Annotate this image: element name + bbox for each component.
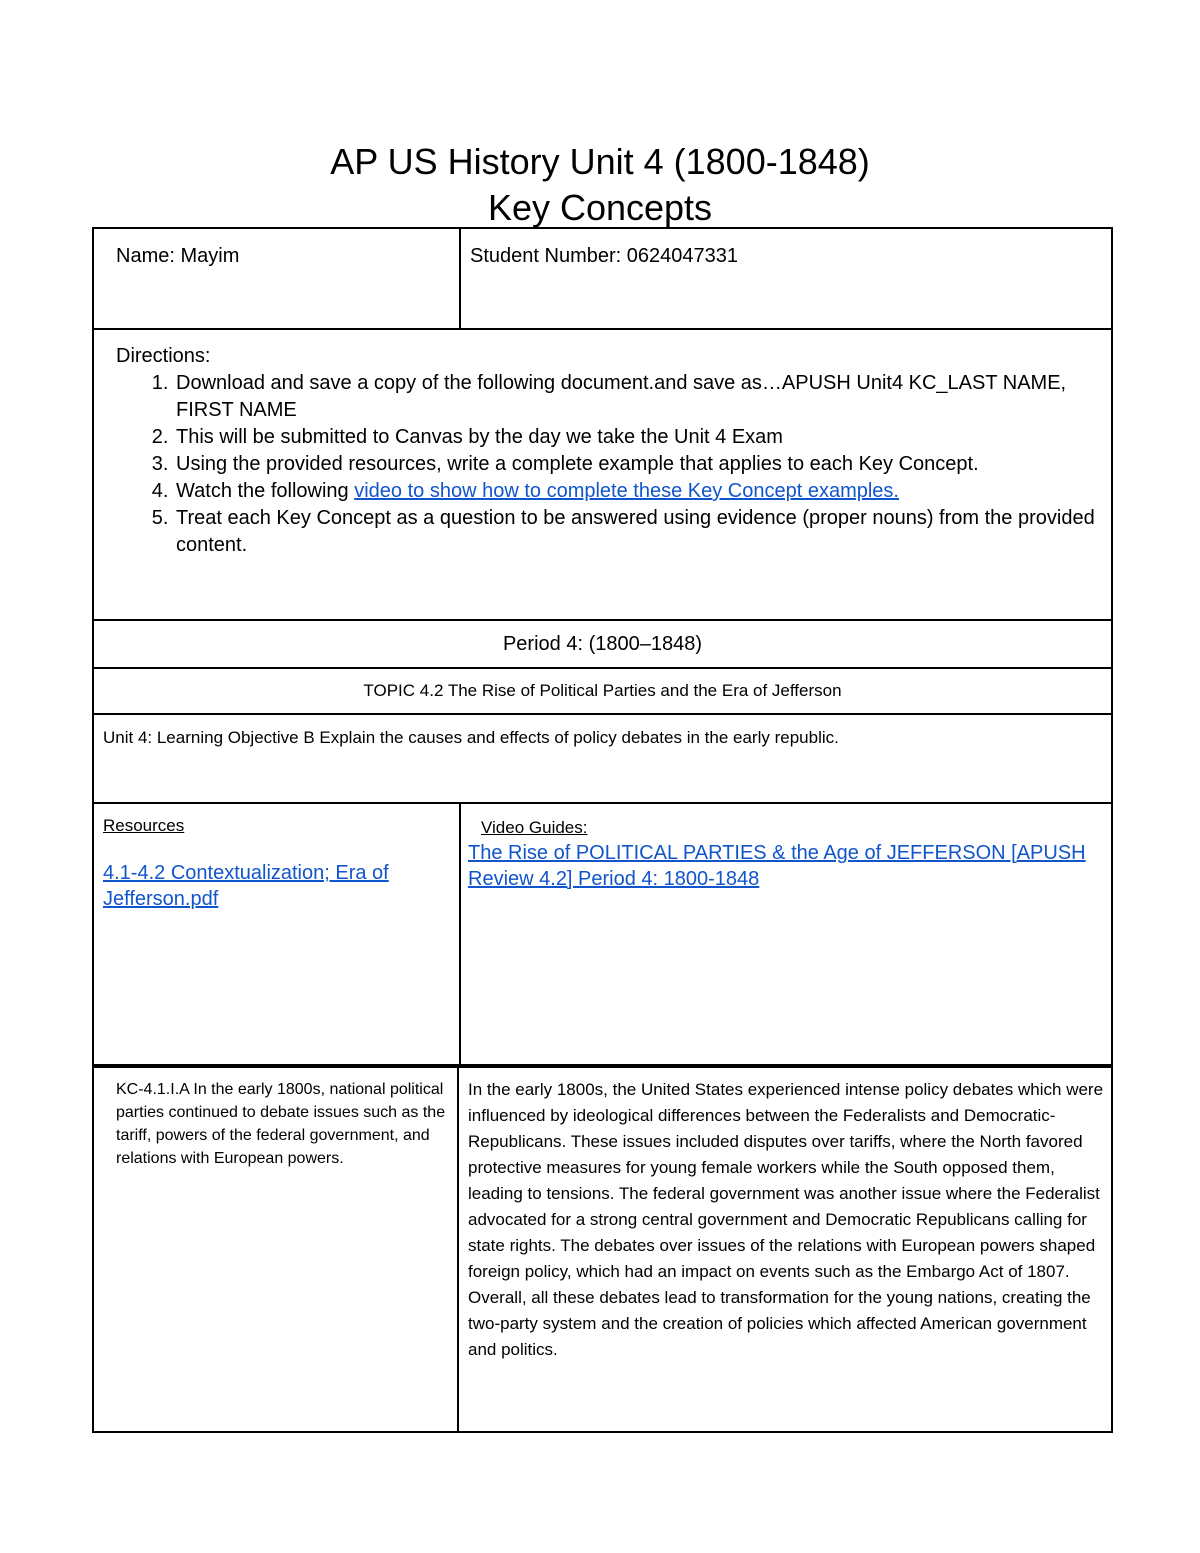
- resources-heading: Resources: [103, 816, 185, 835]
- direction-item: 4. Watch the following video to show how to complete these Key Concept examples.: [174, 478, 1111, 505]
- key-concept-cell: [93, 1065, 458, 1432]
- key-concept-table: [92, 1064, 1113, 1433]
- direction-item: 3. Using the provided resources, write a complete example that applies to each Key Concept.: [174, 451, 1111, 478]
- key-concept-answer: In the early 1800s, the United States experienced intense policy debates which were influenced by ideological differences between the Federalists and Democratic-Republicans. These issues included disputes over tariffs, where the North favored protective measures for young female workers while the South opposed them, leading to tensions. The federal government was another issue where the Federalist advocated for a strong central government and Democratic Republicans calling for state rights. The debates over issues of the relations with European powers shaped foreign policy, which had an impact on events such as the Embargo Act of 1807. Overall, all these debates lead to transformation for the young nations, creating the two-party system and the creation of policies which affected American government and politics.: [468, 1080, 1104, 1359]
- student-number: Student Number: 0624047331: [470, 245, 738, 267]
- resources-cell: [93, 803, 460, 1067]
- direction-item: 5. Treat each Key Concept as a question to be answered using evidence (proper nouns) from the provided content.: [174, 505, 1111, 559]
- topic-cell: [93, 668, 1112, 714]
- direction-item: 1. Download and save a copy of the following document.and save as…APUSH Unit4 KC_LAST NAME, FIRST NAME: [174, 370, 1111, 424]
- student-name: Name: Mayim: [116, 245, 240, 267]
- title-line-2: Key Concepts: [487, 187, 713, 228]
- assignment-table: [92, 227, 1113, 1068]
- video-guides-heading: Video Guides:: [481, 818, 588, 837]
- video-guides-cell: [460, 803, 1112, 1067]
- objective-cell: [93, 714, 1112, 803]
- directions-list: [116, 370, 1111, 559]
- directions-heading: Directions:: [116, 345, 211, 367]
- key-concept-text: KC-4.1.I.A In the early 1800s, national political parties continued to debate issues such as the tariff, powers of the federal government, and relations with European powers.: [116, 1081, 446, 1167]
- video-instructions-link[interactable]: video to show how to complete these Key Concept examples.: [354, 480, 899, 502]
- name-cell: [93, 228, 460, 329]
- period-heading: Period 4: (1800–1848): [502, 633, 703, 655]
- video-guide-link[interactable]: The Rise of POLITICAL PARTIES & the Age of JEFFERSON [APUSH Review 4.2] Period 4: 1800-1848: [468, 842, 1086, 890]
- title-line-1: AP US History Unit 4 (1800-1848): [330, 141, 870, 182]
- topic-heading: TOPIC 4.2 The Rise of Political Parties and the Era of Jefferson: [363, 681, 842, 700]
- direction-item: 2. This will be submitted to Canvas by the day we take the Unit 4 Exam: [174, 424, 1111, 451]
- document-title: [0, 139, 1200, 231]
- directions-cell: [93, 329, 1112, 620]
- resource-pdf-link[interactable]: 4.1-4.2 Contextualization; Era of Jefferson.pdf: [103, 862, 389, 910]
- period-cell: [93, 620, 1112, 668]
- learning-objective: Unit 4: Learning Objective B Explain the causes and effects of policy debates in the early republic.: [103, 728, 839, 747]
- answer-cell: [458, 1065, 1112, 1432]
- student-number-cell: [460, 228, 1112, 329]
